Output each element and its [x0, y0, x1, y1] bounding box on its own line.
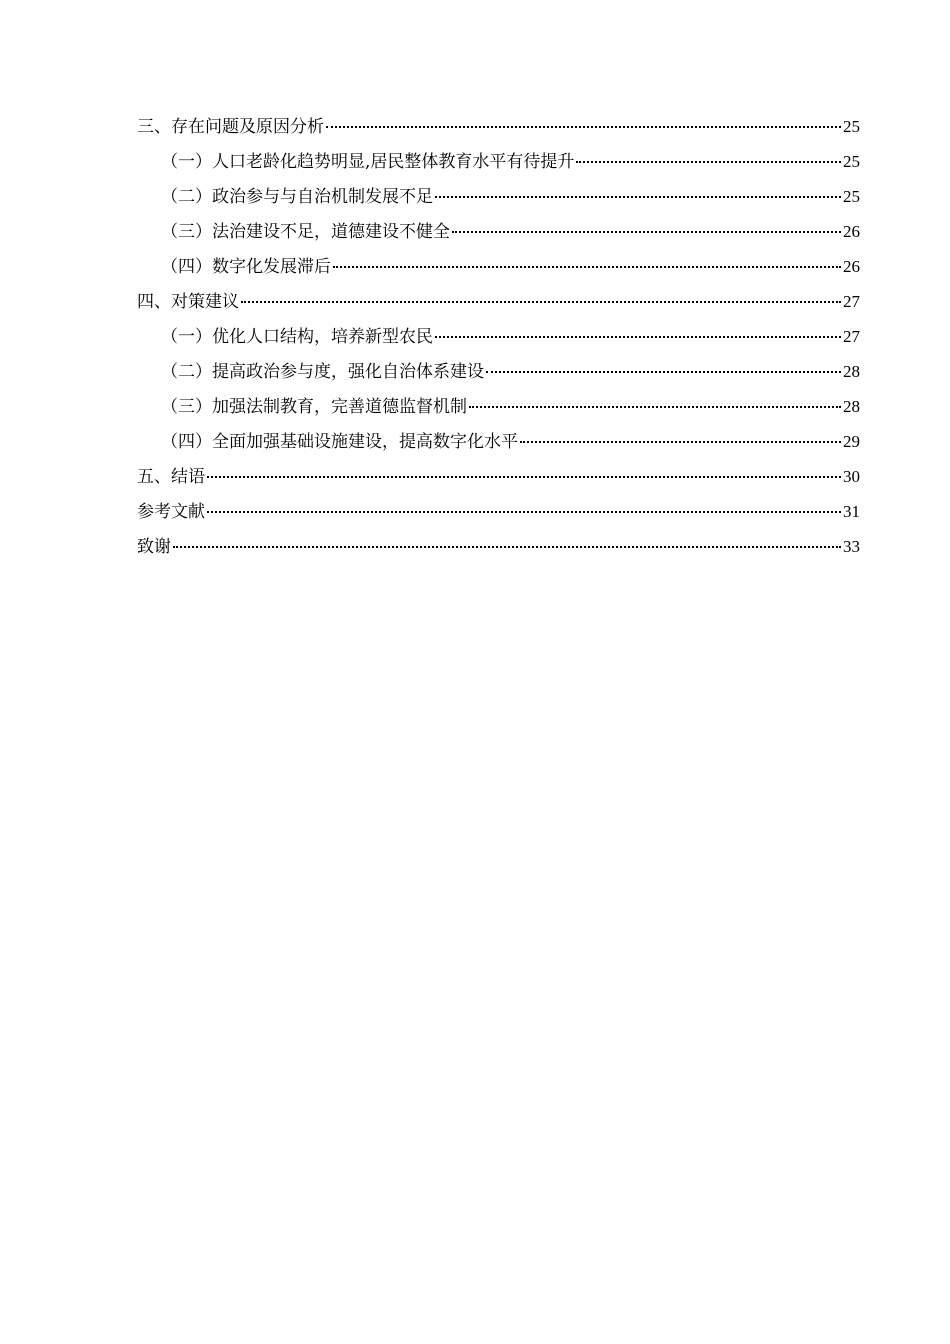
toc-entry-page-number: 25 [843, 187, 860, 206]
toc-entry-page-number: 26 [843, 257, 860, 276]
toc-dot-leader [435, 196, 841, 198]
toc-entry-title: （二）政治参与与自治机制发展不足 [161, 187, 433, 207]
toc-entry-title: 五、结语 [137, 467, 205, 487]
toc-entry-page-number: 25 [843, 152, 860, 171]
toc-entry[interactable] [137, 429, 860, 464]
toc-entry-title: 致谢 [137, 537, 171, 557]
toc-entry-title: 参考文献 [137, 502, 205, 522]
toc-entry-title: （二）提高政治参与度，强化自治体系建设 [161, 362, 484, 382]
toc-entry[interactable] [137, 394, 860, 429]
toc-entry-page-number: 31 [843, 502, 860, 521]
toc-dot-leader [333, 266, 841, 268]
toc-dot-leader [173, 546, 841, 548]
toc-entry-page-number: 26 [843, 222, 860, 241]
toc-dot-leader [469, 406, 841, 408]
toc-entry[interactable] [137, 289, 860, 324]
toc-entry-title: （四）全面加强基础设施建设，提高数字化水平 [161, 432, 518, 452]
toc-entry[interactable] [137, 149, 860, 184]
toc-dot-leader [435, 336, 841, 338]
toc-entry[interactable] [137, 499, 860, 534]
toc-entry-title: （一）人口老龄化趋势明显,居民整体教育水平有待提升 [161, 152, 575, 172]
toc-dot-leader [207, 511, 841, 513]
toc-dot-leader [326, 126, 841, 128]
toc-entry-title: （一）优化人口结构，培养新型农民 [161, 327, 433, 347]
toc-dot-leader [241, 301, 841, 303]
toc-entry-page-number: 30 [843, 467, 860, 486]
toc-entry[interactable] [137, 534, 860, 569]
toc-entry[interactable] [137, 324, 860, 359]
toc-entry[interactable] [137, 464, 860, 499]
toc-entry[interactable] [137, 114, 860, 149]
toc-dot-leader [486, 371, 841, 373]
toc-entry[interactable] [137, 359, 860, 394]
toc-entry-page-number: 28 [843, 362, 860, 381]
toc-entry-title: 三、存在问题及原因分析 [137, 117, 324, 137]
toc-entry-page-number: 27 [843, 292, 860, 311]
toc-entry-page-number: 25 [843, 117, 860, 136]
toc-dot-leader [520, 441, 841, 443]
table-of-contents [137, 114, 860, 569]
toc-entry-title: （四）数字化发展滞后 [161, 257, 331, 277]
toc-dot-leader [207, 476, 841, 478]
toc-entry[interactable] [137, 254, 860, 289]
toc-entry-title: （三）法治建设不足，道德建设不健全 [161, 222, 450, 242]
toc-entry-title: 四、对策建议 [137, 292, 239, 312]
toc-entry-page-number: 33 [843, 537, 860, 556]
toc-entry-page-number: 29 [843, 432, 860, 451]
toc-dot-leader [452, 231, 841, 233]
toc-dot-leader [576, 161, 841, 163]
toc-entry-page-number: 27 [843, 327, 860, 346]
toc-entry[interactable] [137, 184, 860, 219]
toc-entry-page-number: 28 [843, 397, 860, 416]
toc-entry[interactable] [137, 219, 860, 254]
toc-entry-title: （三）加强法制教育，完善道德监督机制 [161, 397, 467, 417]
